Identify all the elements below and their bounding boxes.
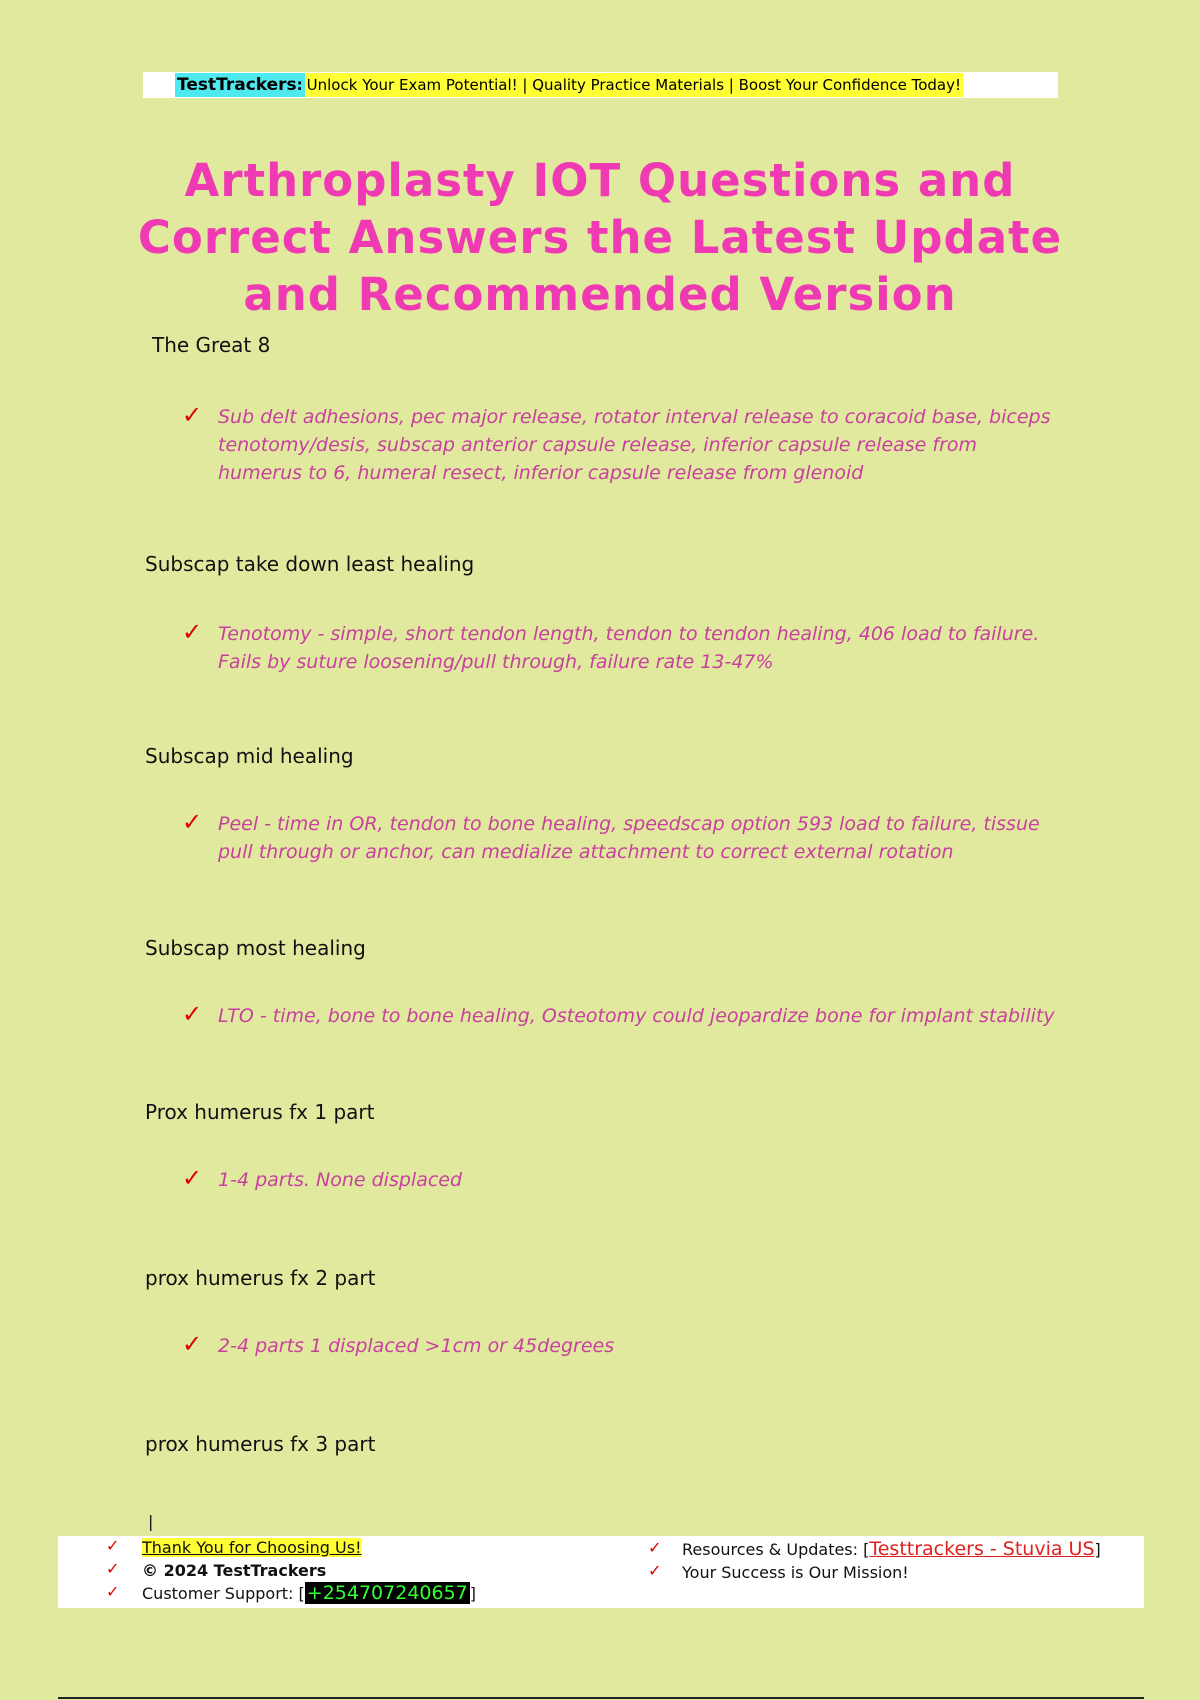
resources-link[interactable]: Testtrackers - Stuvia US [869, 1538, 1095, 1560]
question-text: Prox humerus fx 1 part [145, 1100, 375, 1124]
check-icon: ✓ [182, 1330, 203, 1358]
footer [58, 1536, 1144, 1608]
check-icon: ✓ [182, 401, 203, 429]
document-title: Arthroplasty IOT Questions and Correct Answers the Latest Update and Recommended Version [137, 154, 1063, 321]
thanks-text: Thank You for Choosing Us! [142, 1538, 362, 1557]
question-text: prox humerus fx 3 part [145, 1432, 376, 1456]
resources-line: Resources & Updates: [Testtrackers - Stuvia US] [682, 1538, 1101, 1560]
qa-item [145, 552, 1065, 676]
question-text: The Great 8 [152, 333, 271, 357]
answer-body: 2-4 parts 1 displaced >1cm or 45degrees [218, 1335, 615, 1357]
qa-item [145, 936, 1065, 1030]
answer-text [182, 808, 1065, 866]
text-cursor: | [148, 1512, 154, 1531]
answer-body: Peel - time in OR, tendon to bone healing, speedscap option 593 load to failure, tissue pull through or anchor, can medialize attachment to correct external rotation [218, 813, 1040, 863]
check-icon: ✓ [648, 1561, 662, 1580]
answer-body: Tenotomy - simple, short tendon length, tendon to tendon healing, 406 load to failure. Fails by suture loosening/pull through, failure rate 13-47% [218, 623, 1040, 673]
support-phone[interactable]: +254707240657 [306, 1582, 468, 1604]
qa-item [145, 333, 1065, 487]
mission-text: Your Success is Our Mission! [682, 1563, 909, 1582]
answer-text [182, 1330, 1065, 1360]
answer-body: LTO - time, bone to bone healing, Osteotomy could jeopardize bone for implant stability [218, 1005, 1055, 1027]
answer-text [182, 1000, 1065, 1030]
check-icon: ✓ [182, 618, 203, 646]
qa-item [145, 744, 1065, 866]
support-line: Customer Support: [ +254707240657 ] [142, 1582, 477, 1604]
check-icon: ✓ [106, 1536, 120, 1555]
check-icon: ✓ [106, 1582, 120, 1601]
answer-text [182, 401, 1065, 487]
question-text: Subscap take down least healing [145, 552, 475, 576]
answer-text [182, 618, 1065, 676]
copyright-text: © 2024 TestTrackers [142, 1561, 327, 1580]
answer-body: 1-4 parts. None displaced [218, 1169, 463, 1191]
qa-item [145, 1432, 1065, 1456]
question-text: Subscap mid healing [145, 744, 354, 768]
header-banner [143, 72, 1058, 98]
check-icon: ✓ [182, 808, 203, 836]
answer-body: Sub delt adhesions, pec major release, rotator interval release to coracoid base, biceps tenotomy/desis, subscap anterior capsule release, inferior capsule release from humerus to 6, humeral resect, inferior capsule release from glenoid [218, 406, 1051, 484]
check-icon: ✓ [182, 1164, 203, 1192]
qa-item [145, 1100, 1065, 1194]
brand-name: TestTrackers: [177, 75, 303, 95]
question-text: prox humerus fx 2 part [145, 1266, 376, 1290]
qa-item [145, 1266, 1065, 1360]
check-icon: ✓ [182, 1000, 203, 1028]
check-icon: ✓ [648, 1538, 662, 1557]
question-text: Subscap most healing [145, 936, 366, 960]
answer-text [182, 1164, 1065, 1194]
header-tagline: Unlock Your Exam Potential! | Quality Practice Materials | Boost Your Confidence Today! [305, 73, 963, 97]
check-icon: ✓ [106, 1559, 120, 1578]
bottom-divider [58, 1697, 1144, 1699]
